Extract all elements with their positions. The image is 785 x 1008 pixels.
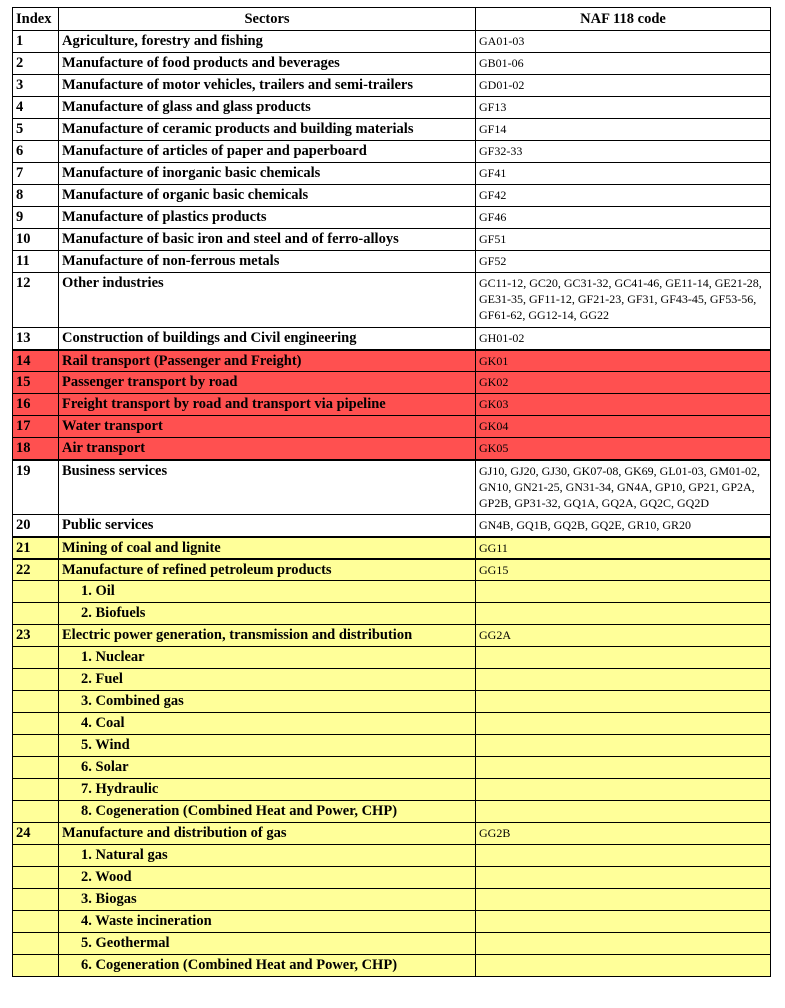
row-index: [13, 713, 59, 735]
sector-name: Air transport: [59, 438, 476, 460]
sub-row: [13, 757, 771, 779]
sub-sector-name: 2. Biofuels: [59, 603, 476, 625]
sub-row: [13, 779, 771, 801]
table-row: [13, 75, 771, 97]
row-index: [13, 581, 59, 603]
row-index: [13, 911, 59, 933]
naf-code: GF14: [476, 119, 771, 141]
sub-sector-name: 5. Geothermal: [59, 933, 476, 955]
table-row: [13, 251, 771, 273]
table-row: [13, 372, 771, 394]
naf-code: GC11-12, GC20, GC31-32, GC41-46, GE11-14, GE21-28, GE31-35, GF11-12, GF21-23, GF31, GF43-45, GF53-56, GF61-62, GG12-14, GG22: [476, 273, 771, 328]
sub-sector-name: 2. Fuel: [59, 669, 476, 691]
sector-name: Manufacture of articles of paper and paperboard: [59, 141, 476, 163]
naf-code: [476, 801, 771, 823]
sub-row: [13, 955, 771, 977]
row-index: [13, 735, 59, 757]
row-index: 8: [13, 185, 59, 207]
sub-sector-name: 1. Nuclear: [59, 647, 476, 669]
naf-code: GF52: [476, 251, 771, 273]
naf-code: GF42: [476, 185, 771, 207]
sub-row: [13, 581, 771, 603]
sector-table: [12, 7, 771, 977]
table-row: [13, 141, 771, 163]
row-index: 23: [13, 625, 59, 647]
table-row: [13, 625, 771, 647]
row-index: 19: [13, 460, 59, 515]
sector-name: Business services: [59, 460, 476, 515]
header-sectors: Sectors: [59, 8, 476, 31]
row-index: 5: [13, 119, 59, 141]
naf-code: [476, 581, 771, 603]
sub-row: [13, 911, 771, 933]
sub-row: [13, 933, 771, 955]
row-index: 11: [13, 251, 59, 273]
table-row: [13, 185, 771, 207]
sub-sector-name: 3. Combined gas: [59, 691, 476, 713]
row-index: 4: [13, 97, 59, 119]
table-row: [13, 460, 771, 515]
sector-name: Manufacture and distribution of gas: [59, 823, 476, 845]
row-index: [13, 955, 59, 977]
sector-name: Passenger transport by road: [59, 372, 476, 394]
sector-name: Manufacture of ceramic products and building materials: [59, 119, 476, 141]
sub-sector-name: 8. Cogeneration (Combined Heat and Power, CHP): [59, 801, 476, 823]
naf-code: [476, 867, 771, 889]
row-index: 2: [13, 53, 59, 75]
row-index: 6: [13, 141, 59, 163]
naf-code: [476, 669, 771, 691]
naf-code: GD01-02: [476, 75, 771, 97]
table-row: [13, 559, 771, 581]
table-row: [13, 328, 771, 350]
sub-row: [13, 647, 771, 669]
row-index: 16: [13, 394, 59, 416]
table-row: [13, 53, 771, 75]
sub-sector-name: 6. Solar: [59, 757, 476, 779]
sub-sector-name: 3. Biogas: [59, 889, 476, 911]
sector-name: Freight transport by road and transport via pipeline: [59, 394, 476, 416]
sub-row: [13, 889, 771, 911]
header-code: NAF 118 code: [476, 8, 771, 31]
naf-code: GG15: [476, 559, 771, 581]
naf-code: GK05: [476, 438, 771, 460]
row-index: [13, 691, 59, 713]
table-row: [13, 438, 771, 460]
sector-name: Rail transport (Passenger and Freight): [59, 350, 476, 372]
sub-row: [13, 669, 771, 691]
table-row: [13, 207, 771, 229]
table-row: [13, 416, 771, 438]
sector-name: Construction of buildings and Civil engineering: [59, 328, 476, 350]
sector-name: Electric power generation, transmission and distribution: [59, 625, 476, 647]
sub-sector-name: 5. Wind: [59, 735, 476, 757]
table-row: [13, 31, 771, 53]
naf-code: GJ10, GJ20, GJ30, GK07-08, GK69, GL01-03, GM01-02, GN10, GN21-25, GN31-34, GN4A, GP10, GP21, GP2A, GP2B, GP31-32, GQ1A, GQ2A, GQ2C, GQ2D: [476, 460, 771, 515]
table-row: [13, 97, 771, 119]
naf-code: GF13: [476, 97, 771, 119]
header-index: Index: [13, 8, 59, 31]
naf-code: GG11: [476, 537, 771, 559]
row-index: [13, 933, 59, 955]
row-index: 12: [13, 273, 59, 328]
row-index: 24: [13, 823, 59, 845]
row-index: 22: [13, 559, 59, 581]
sector-name: Water transport: [59, 416, 476, 438]
row-index: [13, 889, 59, 911]
table-row: [13, 229, 771, 251]
sector-name: Other industries: [59, 273, 476, 328]
row-index: 14: [13, 350, 59, 372]
table-row: [13, 823, 771, 845]
sub-sector-name: 4. Waste incineration: [59, 911, 476, 933]
row-index: [13, 845, 59, 867]
naf-code: GG2B: [476, 823, 771, 845]
naf-code: GF46: [476, 207, 771, 229]
sector-name: Manufacture of motor vehicles, trailers and semi-trailers: [59, 75, 476, 97]
row-index: 17: [13, 416, 59, 438]
table-body: [13, 31, 771, 977]
table-row: [13, 163, 771, 185]
naf-code: [476, 713, 771, 735]
naf-code: GB01-06: [476, 53, 771, 75]
naf-code: [476, 779, 771, 801]
table-row: [13, 119, 771, 141]
sector-name: Manufacture of plastics products: [59, 207, 476, 229]
row-index: 15: [13, 372, 59, 394]
sub-sector-name: 4. Coal: [59, 713, 476, 735]
table-row: [13, 273, 771, 328]
naf-code: GF32-33: [476, 141, 771, 163]
sub-sector-name: 1. Oil: [59, 581, 476, 603]
naf-code: [476, 757, 771, 779]
naf-code: [476, 735, 771, 757]
row-index: [13, 757, 59, 779]
naf-code: GF41: [476, 163, 771, 185]
row-index: 20: [13, 515, 59, 537]
naf-code: [476, 845, 771, 867]
naf-code: GG2A: [476, 625, 771, 647]
row-index: 13: [13, 328, 59, 350]
sub-row: [13, 867, 771, 889]
naf-code: GF51: [476, 229, 771, 251]
sub-row: [13, 801, 771, 823]
naf-code: [476, 955, 771, 977]
sub-row: [13, 691, 771, 713]
sector-name: Public services: [59, 515, 476, 537]
naf-code: GA01-03: [476, 31, 771, 53]
sector-name: Manufacture of non-ferrous metals: [59, 251, 476, 273]
row-index: [13, 669, 59, 691]
sub-sector-name: 1. Natural gas: [59, 845, 476, 867]
naf-code: GK04: [476, 416, 771, 438]
naf-code: [476, 911, 771, 933]
table-row: [13, 515, 771, 537]
sector-name: Manufacture of glass and glass products: [59, 97, 476, 119]
naf-code: GH01-02: [476, 328, 771, 350]
row-index: 1: [13, 31, 59, 53]
row-index: 18: [13, 438, 59, 460]
naf-code: GK01: [476, 350, 771, 372]
row-index: 9: [13, 207, 59, 229]
row-index: [13, 647, 59, 669]
naf-code: [476, 933, 771, 955]
sub-row: [13, 713, 771, 735]
naf-code: [476, 647, 771, 669]
row-index: [13, 801, 59, 823]
sub-sector-name: 6. Cogeneration (Combined Heat and Power, CHP): [59, 955, 476, 977]
sub-sector-name: 7. Hydraulic: [59, 779, 476, 801]
sector-name: Manufacture of refined petroleum products: [59, 559, 476, 581]
naf-code: [476, 889, 771, 911]
sector-name: Manufacture of food products and beverages: [59, 53, 476, 75]
sector-name: Mining of coal and lignite: [59, 537, 476, 559]
row-index: 10: [13, 229, 59, 251]
naf-code: GK02: [476, 372, 771, 394]
naf-code: GN4B, GQ1B, GQ2B, GQ2E, GR10, GR20: [476, 515, 771, 537]
row-index: [13, 867, 59, 889]
sub-row: [13, 735, 771, 757]
row-index: 21: [13, 537, 59, 559]
naf-code: GK03: [476, 394, 771, 416]
row-index: [13, 603, 59, 625]
table-row: [13, 537, 771, 559]
sector-name: Manufacture of basic iron and steel and of ferro-alloys: [59, 229, 476, 251]
table-row: [13, 350, 771, 372]
naf-code: [476, 603, 771, 625]
table-row: [13, 394, 771, 416]
row-index: 3: [13, 75, 59, 97]
sector-name: Manufacture of inorganic basic chemicals: [59, 163, 476, 185]
header-row: [13, 8, 771, 31]
sub-sector-name: 2. Wood: [59, 867, 476, 889]
sector-name: Agriculture, forestry and fishing: [59, 31, 476, 53]
sector-name: Manufacture of organic basic chemicals: [59, 185, 476, 207]
row-index: [13, 779, 59, 801]
sub-row: [13, 845, 771, 867]
sub-row: [13, 603, 771, 625]
naf-code: [476, 691, 771, 713]
row-index: 7: [13, 163, 59, 185]
